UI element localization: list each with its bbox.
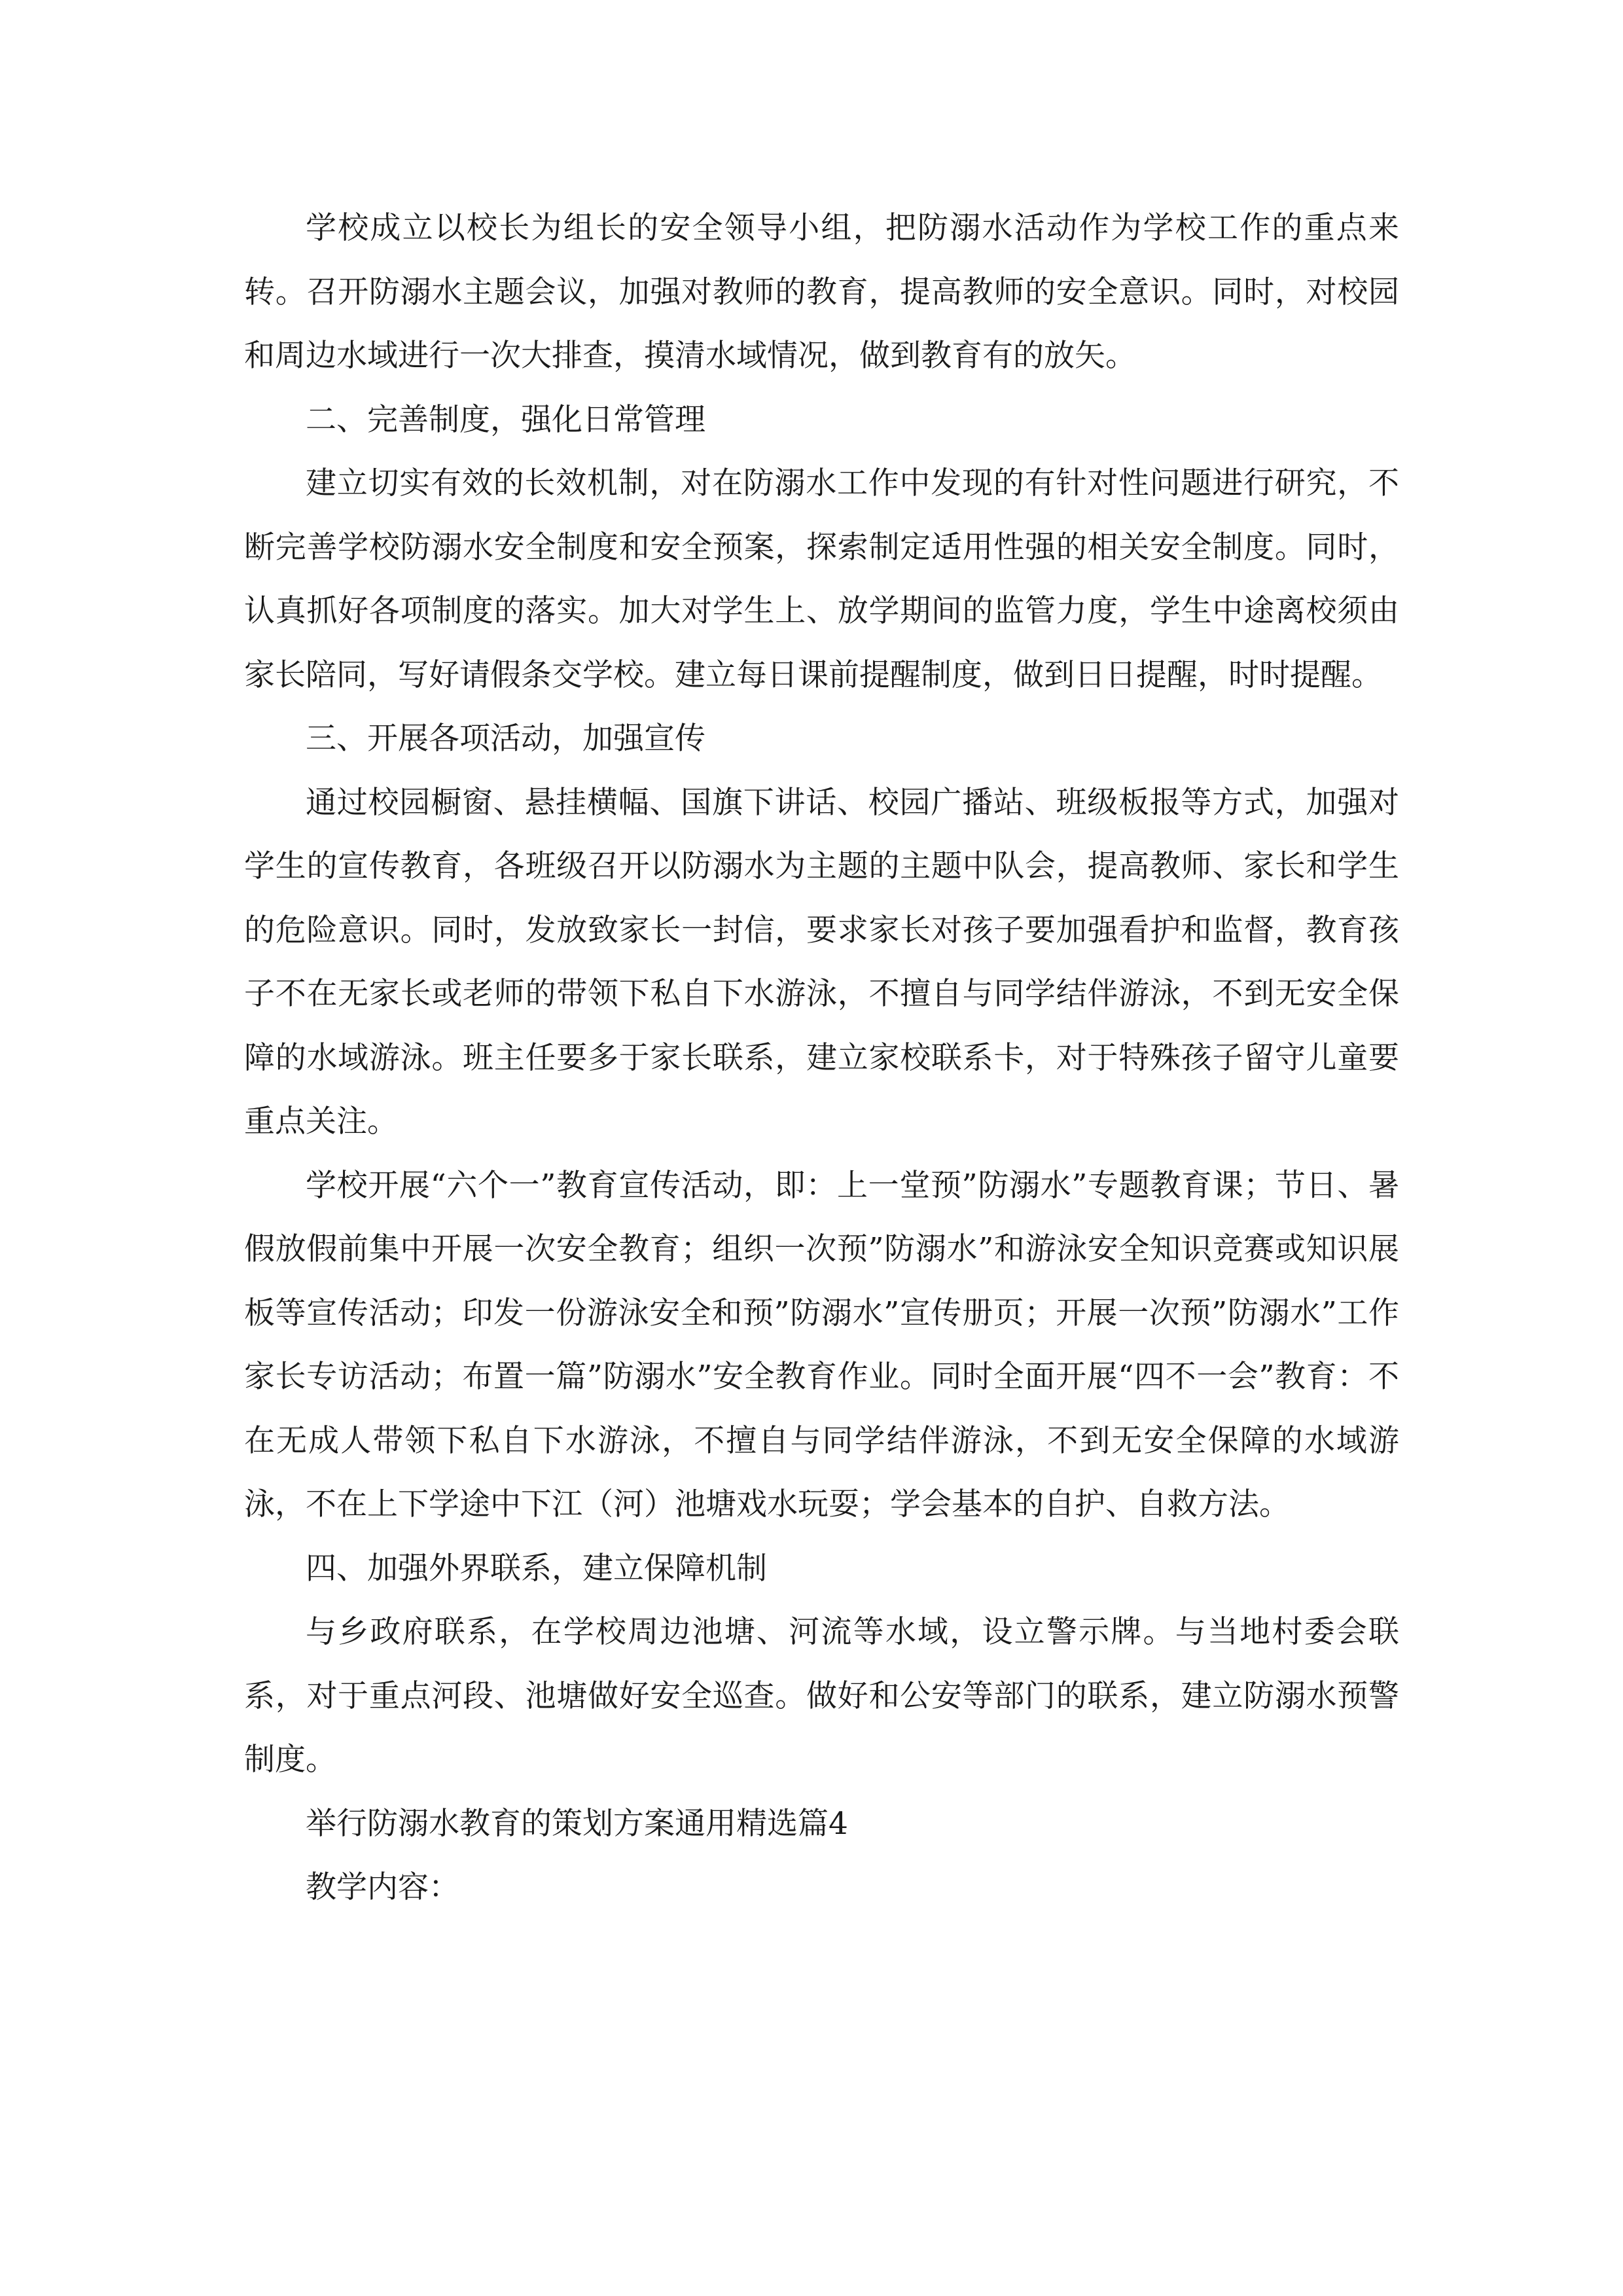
paragraph-six-ones: 学校开展“六个一”教育宣传活动，即：上一堂预”防溺水”专题教育课；节日、暑假放假前集中开展一次安全教育；组织一次预”防溺水”和游泳安全知识竞赛或知识展板等宣传活动；印发一份游泳安全和预”防溺水”宣传册页；开展一次预”防溺水”工作家长专访活动；布置一篇”防溺水”安全教育作业。同时全面开展“四不一会”教育：不在无成人带领下私自下水游泳，不擅自与同学结伴游泳，不到无安全保障的水域游泳，不在上下学途中下江（河）池塘戏水玩耍；学会基本的自护、自救方法。 <box>244 1167 1399 1522</box>
paragraph-external-contact: 与乡政府联系，在学校周边池塘、河流等水域，设立警示牌。与当地村委会联系，对于重点河段、池塘做好安全巡查。做好和公安等部门的联系，建立防溺水预警制度。 <box>244 1614 1399 1778</box>
paragraph-long-term-mechanism: 建立切实有效的长效机制，对在防溺水工作中发现的有针对性问题进行研究，不断完善学校防溺水安全制度和安全预案，探索制定适用性强的相关安全制度。同时，认真抓好各项制度的落实。加大对学生上、放学期间的监管力度，学生中途离校须由家长陪同，写好请假条交学校。建立每日课前提醒制度，做到日日提醒，时时提醒。 <box>244 465 1399 693</box>
paragraph-leadership-group: 学校成立以校长为组长的安全领导小组，把防溺水活动作为学校工作的重点来转。召开防溺水主题会议，加强对教师的教育，提高教师的安全意识。同时，对校园和周边水域进行一次大排查，摸清水域情况，做到教育有的放矢。 <box>244 210 1399 374</box>
document-body <box>244 196 1399 1920</box>
section-heading-3: 三、开展各项活动，加强宣传 <box>306 721 705 757</box>
article-title: 举行防溺水教育的策划方案通用精选篇4 <box>306 1805 848 1842</box>
section-heading-4: 四、加强外界联系，建立保障机制 <box>306 1550 767 1587</box>
section-heading-2: 二、完善制度，强化日常管理 <box>306 401 705 438</box>
paragraph-publicity: 通过校园橱窗、悬挂横幅、国旗下讲话、校园广播站、班级板报等方式，加强对学生的宣传教育，各班级召开以防溺水为主题的主题中队会，提高教师、家长和学生的危险意识。同时，发放致家长一封信，要求家长对孩子要加强看护和监督，教育孩子不在无家长或老师的带领下私自下水游泳，不擅自与同学结伴游泳，不到无安全保障的水域游泳。班主任要多于家长联系，建立家校联系卡，对于特殊孩子留守儿童要重点关注。 <box>244 784 1399 1139</box>
teaching-content-label: 教学内容： <box>306 1869 459 1905</box>
